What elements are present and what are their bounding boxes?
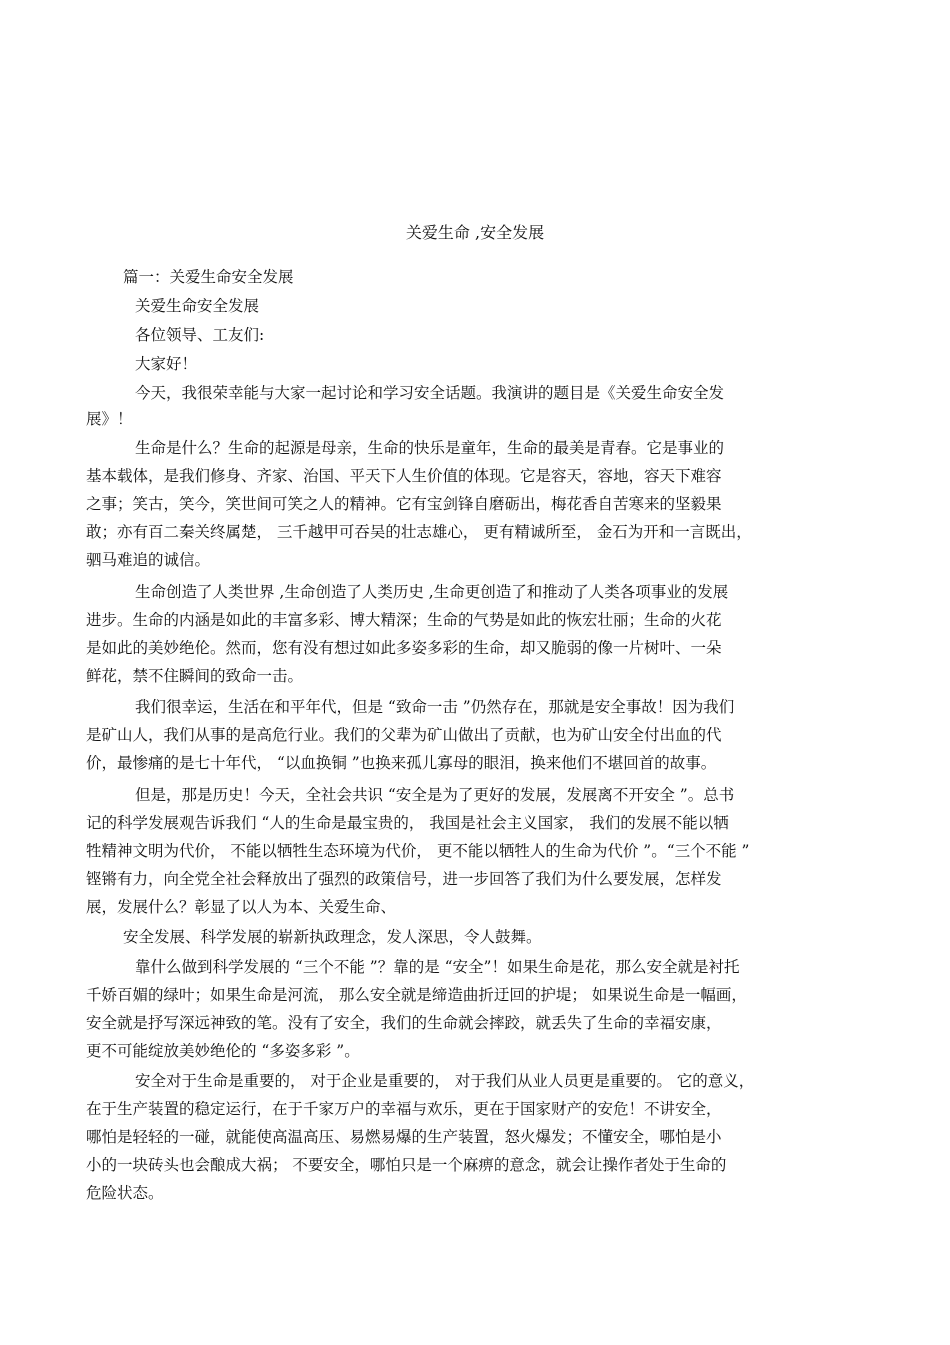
- text-line: 小的一块砖头也会酿成大祸； 不要安全，哪怕只是一个麻痹的意念，就会让操作者处于生命的: [86, 1156, 727, 1174]
- document-title: 关爱生命 ,安全发展: [405, 223, 545, 242]
- text-line: 危险状态。: [86, 1184, 164, 1202]
- text-line: 更不可能绽放美妙绝伦的 “多姿多彩 ”。: [86, 1042, 360, 1060]
- text-line: 敢；亦有百二秦关终属楚， 三千越甲可吞吴的壮志雄心， 更有精诚所至， 金石为开和一言既出，: [86, 523, 752, 541]
- text-line: 在于生产装置的稳定运行，在于千家万户的幸福与欢乐，更在于国家财产的安危！不讲安全，: [86, 1100, 722, 1118]
- text-line: 今天，我很荣幸能与大家一起讨论和学习安全话题。我演讲的题目是《关爱生命安全发: [135, 384, 725, 402]
- text-line: 千娇百媚的绿叶；如果生命是河流， 那么安全就是缔造曲折迂回的护堤； 如果说生命是一幅画，: [86, 986, 747, 1004]
- text-line: 之事；笑古，笑今，笑世间可笑之人的精神。它有宝剑锋自磨砺出，梅花香自苦寒来的坚毅果: [86, 495, 722, 513]
- text-line: 篇一：关爱生命安全发展: [123, 268, 294, 286]
- text-line: 大家好！: [135, 355, 198, 373]
- text-line: 我们很幸运，生活在和平年代，但是 “致命一击 ”仍然存在，那就是安全事故！因为我们: [135, 698, 735, 716]
- text-line: 各位领导、工友们:: [135, 326, 265, 344]
- text-line: 哪怕是轻轻的一碰，就能使高温高压、易燃易爆的生产装置，怒火爆发；不懂安全，哪怕是小: [86, 1128, 722, 1146]
- text-line: 靠什么做到科学发展的 “三个不能 ”？靠的是 “安全”！如果生命是花，那么安全就是衬托: [135, 958, 740, 976]
- text-line: 关爱生命安全发展: [135, 297, 260, 315]
- text-line: 安全发展、科学发展的崭新执政理念，发人深思，令人鼓舞。: [123, 928, 542, 946]
- text-line: 是如此的美妙绝伦。然而，您有没有想过如此多姿多彩的生命，却又脆弱的像一片树叶、一朵: [86, 639, 722, 657]
- text-line: 鲜花，禁不住瞬间的致命一击。: [86, 667, 304, 685]
- text-line: 牲精神文明为代价， 不能以牺牲生态环境为代价， 更不能以牺牲人的生命为代价 ”。“三个不能 ”: [86, 842, 750, 860]
- text-line: 生命是什么？生命的起源是母亲，生命的快乐是童年，生命的最美是青春。它是事业的: [135, 439, 725, 457]
- text-line: 基本载体，是我们修身、齐家、治国、平天下人生价值的体现。它是容天，容地，容天下难容: [86, 467, 722, 485]
- text-line: 记的科学发展观告诉我们 “人的生命是最宝贵的， 我国是社会主义国家， 我们的发展不能以牺: [86, 814, 729, 832]
- text-line: 生命创造了人类世界 ,生命创造了人类历史 ,生命更创造了和推动了人类各项事业的发展: [135, 583, 729, 601]
- text-line: 铿锵有力，向全党全社会释放出了强烈的政策信号，进一步回答了我们为什么要发展，怎样发: [86, 870, 722, 888]
- text-line: 但是，那是历史！今天，全社会共识 “安全是为了更好的发展，发展离不开安全 ”。总书: [135, 786, 735, 804]
- text-line: 展，发展什么？彰显了以人为本、关爱生命、: [86, 898, 397, 916]
- text-line: 价，最惨痛的是七十年代， “以血换铜 ”也换来孤儿寡母的眼泪，换来他们不堪回首的故事。: [86, 754, 717, 772]
- text-line: 展》！: [86, 410, 133, 428]
- text-line: 安全对于生命是重要的， 对于企业是重要的， 对于我们从业人员更是重要的。 它的意义，: [135, 1072, 755, 1090]
- text-line: 驷马难追的诚信。: [86, 551, 211, 569]
- text-line: 安全就是抒写深远神致的笔。没有了安全，我们的生命就会摔跤，就丢失了生命的幸福安康，: [86, 1014, 722, 1032]
- text-line: 是矿山人，我们从事的是高危行业。我们的父辈为矿山做出了贡献，也为矿山安全付出血的代: [86, 726, 722, 744]
- text-line: 进步。生命的内涵是如此的丰富多彩、博大精深；生命的气势是如此的恢宏壮丽；生命的火花: [86, 611, 722, 629]
